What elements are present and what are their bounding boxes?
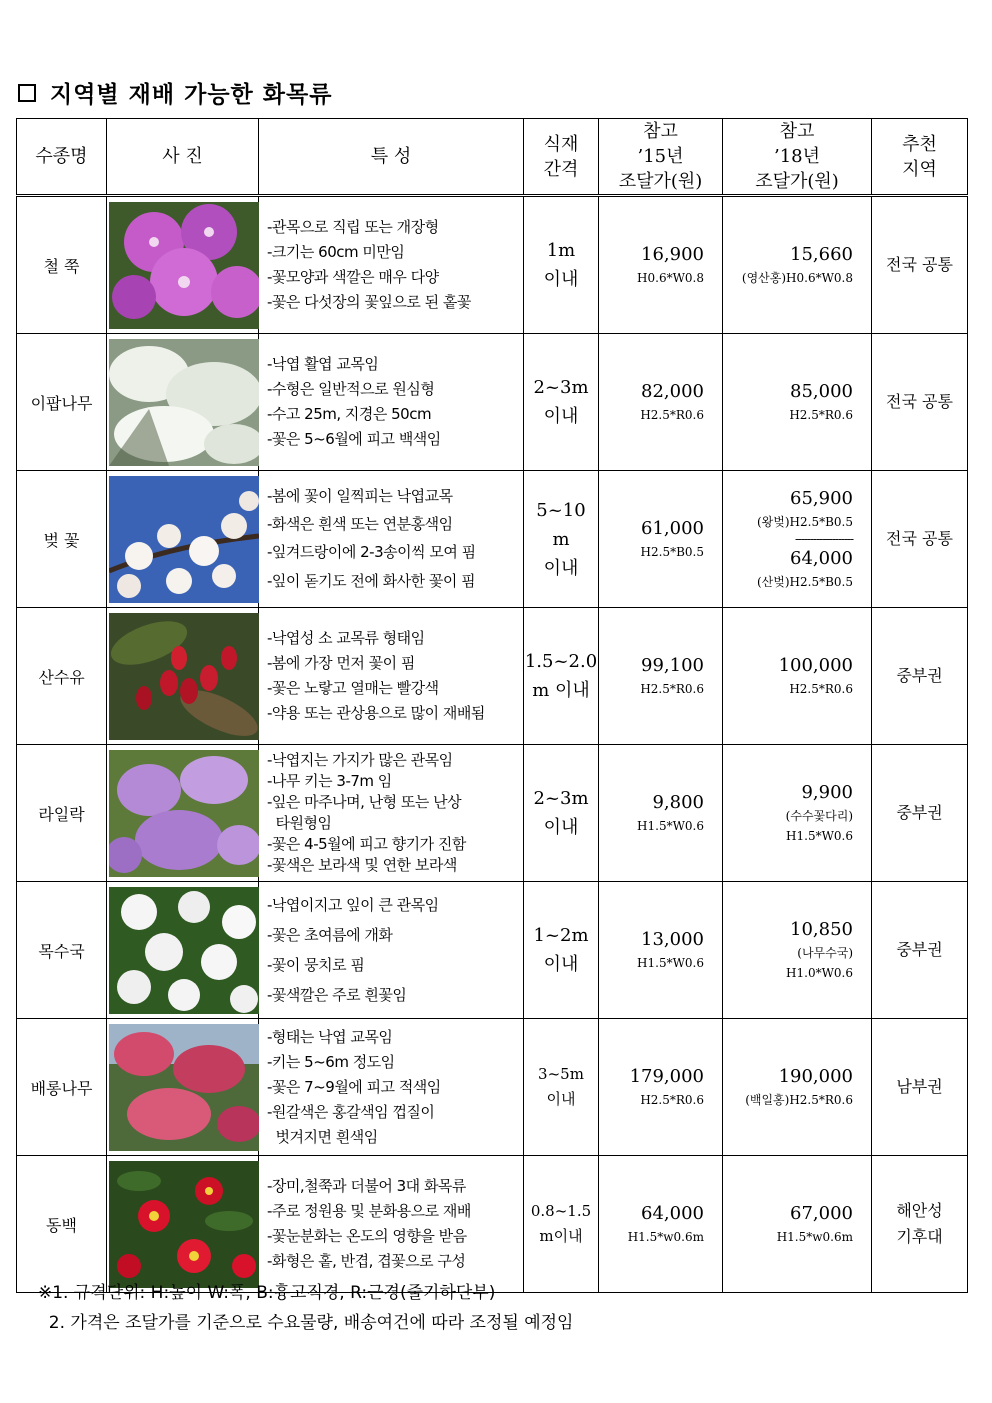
table-header-row <box>17 119 968 196</box>
header-photo: 사 진 <box>107 119 259 196</box>
cherry-blossom-image <box>109 476 259 603</box>
price-2015-cell: 99,100 H2.5*R0.6 <box>599 608 723 745</box>
photo-cherry-blossom <box>107 471 259 608</box>
species-name: 이팝나무 <box>17 334 107 471</box>
table-row <box>17 1019 968 1156</box>
footnote-1: ※1. 규격단위: H:높이 W:폭, B:흉고직경, R:근경(줄기하단부) <box>38 1283 496 1303</box>
region-cell: 중부권 <box>872 745 968 882</box>
crape-myrtle-image <box>109 1024 259 1151</box>
header-price-2018: 참고 ’18년 조달가(원) <box>723 119 872 196</box>
price-2018-cell: 10,850 (나무수국) H1.0*W0.6 <box>723 882 872 1019</box>
photo-azalea <box>107 196 259 334</box>
footnotes <box>38 1278 573 1338</box>
photo-lilac <box>107 745 259 882</box>
table-row <box>17 882 968 1019</box>
header-price-2015: 참고 ’15년 조달가(원) <box>599 119 723 196</box>
table-row <box>17 745 968 882</box>
region-cell: 전국 공통 <box>872 334 968 471</box>
features-cell: -봄에 꽃이 일찍피는 낙엽교목 -화색은 흰색 또는 연분홍색임 -잎겨드랑이에 2-3송이씩 모여 핌 -잎이 돋기도 전에 화사한 꽃이 핌 <box>259 471 524 608</box>
features-cell: -낙엽지는 가지가 많은 관목임 -나무 키는 3-7m 임 -잎은 마주나며, 난형 또는 난상 타원형임 -꽃은 4-5월에 피고 향기가 진함 -꽃색은 보라색 및 연한 보라색 <box>259 745 524 882</box>
price-2015-cell: 179,000 H2.5*R0.6 <box>599 1019 723 1156</box>
header-spacing: 식재 간격 <box>524 119 599 196</box>
price-2018-cell: 85,000 H2.5*R0.6 <box>723 334 872 471</box>
photo-crape-myrtle <box>107 1019 259 1156</box>
region-cell: 중부권 <box>872 608 968 745</box>
page-title <box>18 76 332 109</box>
header-region: 추천 지역 <box>872 119 968 196</box>
spacing-cell: 1~2m 이내 <box>524 882 599 1019</box>
price-2015-cell: 9,800 H1.5*W0.6 <box>599 745 723 882</box>
flowering-tree-table <box>16 118 968 1293</box>
spacing-cell: 1.5~2.0 m 이내 <box>524 608 599 745</box>
species-name: 철 쭉 <box>17 196 107 334</box>
species-name: 동백 <box>17 1156 107 1293</box>
features-cell: -장미,철쭉과 더불어 3대 화목류 -주로 정원용 및 분화용으로 재배 -꽃눈분화는 온도의 영향을 받음 -화형은 홑, 반겹, 겹꽃으로 구성 <box>259 1156 524 1293</box>
price-2015-cell: 64,000 H1.5*w0.6m <box>599 1156 723 1293</box>
page-title-text: 지역별 재배 가능한 화목류 <box>50 81 333 108</box>
species-name: 배롱나무 <box>17 1019 107 1156</box>
table-row <box>17 196 968 334</box>
features-cell: -낙엽이지고 잎이 큰 관목임 -꽃은 초여름에 개화 -꽃이 뭉치로 핌 -꽃색깔은 주로 흰꽃임 <box>259 882 524 1019</box>
price-2018-cell: 15,660 (영산홍)H0.6*W0.8 <box>723 196 872 334</box>
price-2015-cell: 16,900 H0.6*W0.8 <box>599 196 723 334</box>
price-2018-cell: 190,000 (백일홍)H2.5*R0.6 <box>723 1019 872 1156</box>
species-name: 벚 꽃 <box>17 471 107 608</box>
price-2018-cell: 9,900 (수수꽃다리) H1.5*W0.6 <box>723 745 872 882</box>
species-name: 라일락 <box>17 745 107 882</box>
region-cell: 전국 공통 <box>872 471 968 608</box>
region-cell: 해안성 기후대 <box>872 1156 968 1293</box>
price-2015-cell: 82,000 H2.5*R0.6 <box>599 334 723 471</box>
spacing-cell: 1m 이내 <box>524 196 599 334</box>
price-2015-cell: 61,000 H2.5*B0.5 <box>599 471 723 608</box>
azalea-image <box>109 202 259 329</box>
price-2018-cell: 65,900 (왕벚)H2.5*B0.5 ------------------- 64,000 (산벚)H2.5*B0.5 <box>723 471 872 608</box>
price-2015-cell: 13,000 H1.5*W0.6 <box>599 882 723 1019</box>
lilac-image <box>109 750 259 877</box>
price-divider: ------------------- <box>794 532 853 546</box>
spacing-cell: 5~10 m 이내 <box>524 471 599 608</box>
features-cell: -관목으로 직립 또는 개장형 -크기는 60cm 미만임 -꽃모양과 색깔은 매우 다양 -꽃은 다섯장의 꽃잎으로 된 홑꽃 <box>259 196 524 334</box>
table-row <box>17 1156 968 1293</box>
photo-hydrangea <box>107 882 259 1019</box>
hydrangea-image <box>109 887 259 1014</box>
footnote-2: 2. 가격은 조달가를 기준으로 수요물량, 배송여건에 따라 조정될 예정임 <box>38 1313 574 1333</box>
price-2018-cell: 100,000 H2.5*R0.6 <box>723 608 872 745</box>
features-cell: -낙엽 활엽 교목임 -수형은 일반적으로 원심형 -수고 25m, 지경은 50cm -꽃은 5~6월에 피고 백색임 <box>259 334 524 471</box>
region-cell: 전국 공통 <box>872 196 968 334</box>
spacing-cell: 3~5m 이내 <box>524 1019 599 1156</box>
cornus-berry-image <box>109 613 259 740</box>
region-cell: 중부권 <box>872 882 968 1019</box>
table-row <box>17 334 968 471</box>
price-2018-cell: 67,000 H1.5*w0.6m <box>723 1156 872 1293</box>
photo-fringe-tree <box>107 334 259 471</box>
header-features: 특 성 <box>259 119 524 196</box>
checkbox-square-icon <box>18 84 36 102</box>
species-name: 산수유 <box>17 608 107 745</box>
photo-cornus <box>107 608 259 745</box>
camellia-image <box>109 1161 259 1288</box>
features-cell: -낙엽성 소 교목류 형태임 -봄에 가장 먼저 꽃이 핌 -꽃은 노랗고 열매는 빨강색 -약용 또는 관상용으로 많이 재배됨 <box>259 608 524 745</box>
photo-camellia <box>107 1156 259 1293</box>
fringe-tree-image <box>109 339 259 466</box>
species-name: 목수국 <box>17 882 107 1019</box>
spacing-cell: 2~3m 이내 <box>524 745 599 882</box>
header-species: 수종명 <box>17 119 107 196</box>
features-cell: -형태는 낙엽 교목임 -키는 5~6m 정도임 -꽃은 7~9월에 피고 적색임 -원갈색은 홍갈색임 껍질이 벗겨지면 흰색임 <box>259 1019 524 1156</box>
table-row <box>17 608 968 745</box>
table-row <box>17 471 968 608</box>
region-cell: 남부권 <box>872 1019 968 1156</box>
spacing-cell: 0.8~1.5 m이내 <box>524 1156 599 1293</box>
spacing-cell: 2~3m 이내 <box>524 334 599 471</box>
